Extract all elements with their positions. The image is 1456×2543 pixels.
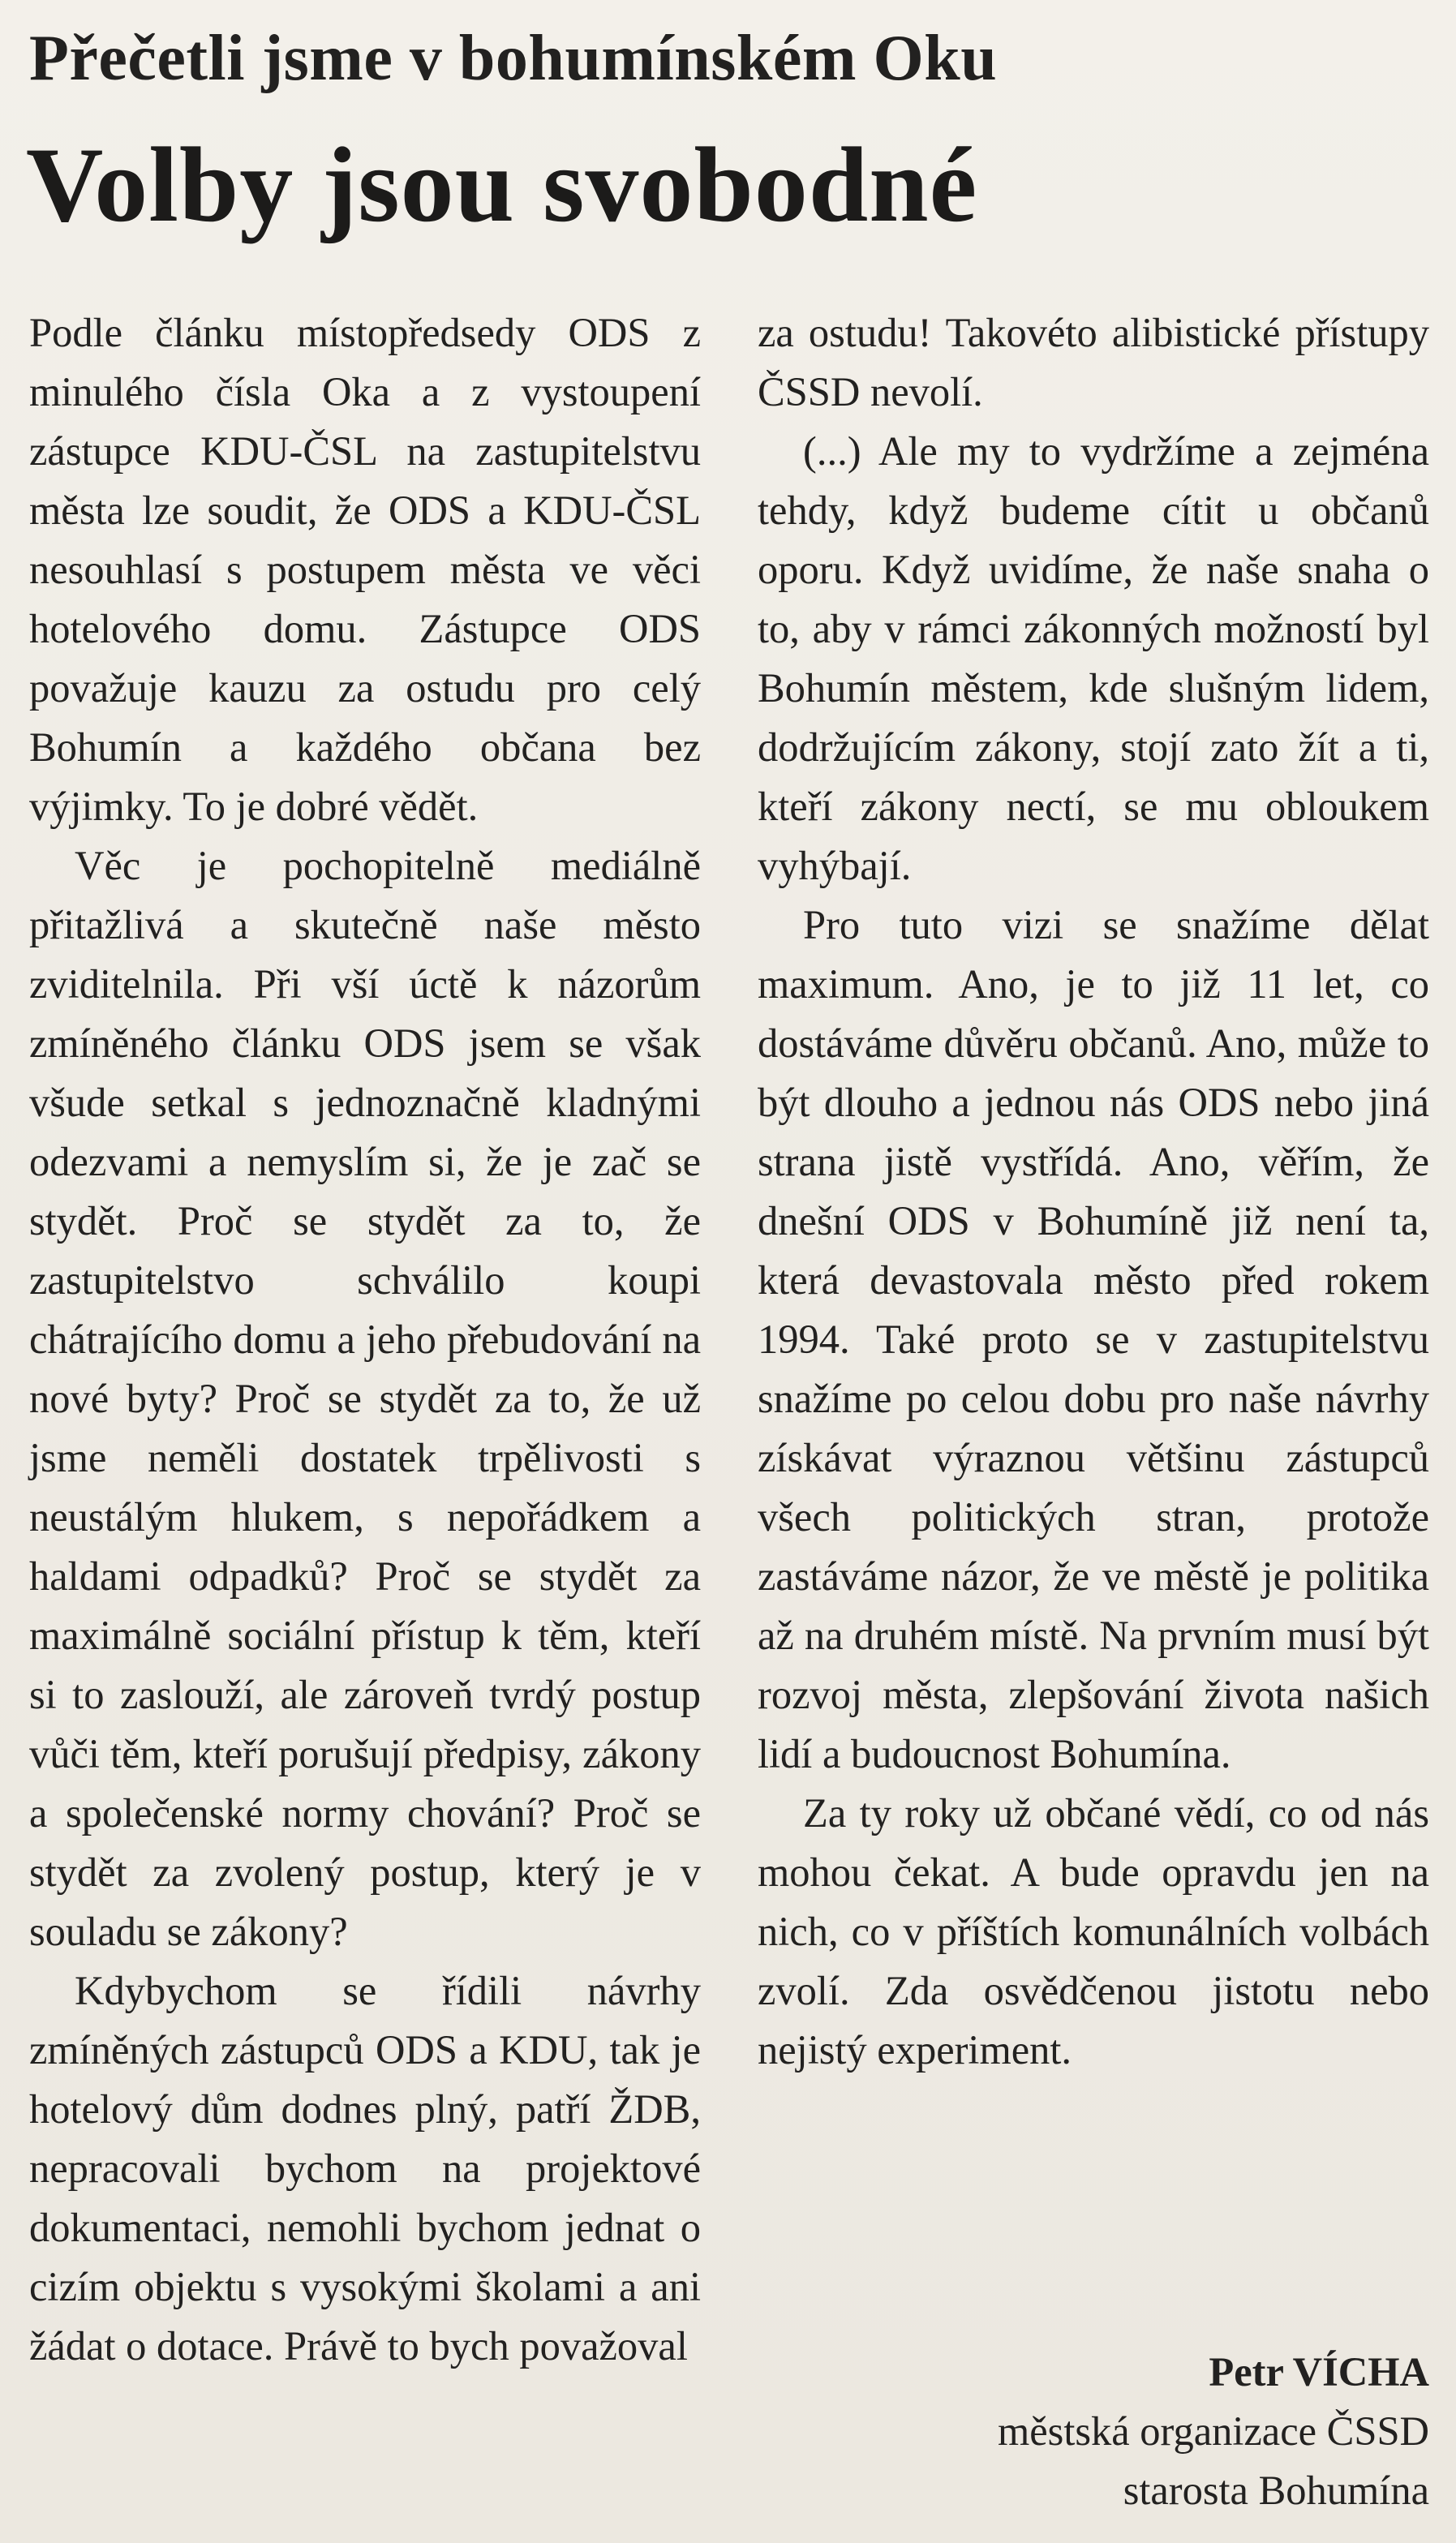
signature-title: starosta Bohumína: [1123, 2468, 1429, 2513]
paragraph: Za ty roky už občané vědí, co od nás mohou čekat. A bude opravdu jen na nich, co v příštích komunálních volbách zvolí. Zda osvědčenou jistotu nebo nejistý experiment.: [758, 1790, 1429, 2073]
article-column-left: [29, 303, 701, 2376]
article-signature: [758, 2343, 1429, 2520]
paragraph: Pro tuto vizi se snažíme dělat maximum. Ano, je to již 11 let, co dostáváme důvěru občanů. Ano, může to být dlouho a jednou nás ODS nebo jiná strana jistě vystřídá. Ano, věřím, že dnešní ODS v Bohumíně již není ta, která devastovala město před rokem 1994. Také proto se v zastupitelstvu snažíme po celou dobu pro naše návrhy získávat výraznou většinu zástupců všech politických stran, protože zastáváme názor, že ve městě je politika až na druhém místě. Na prvním musí být rozvoj města, zlepšování života našich lidí a budoucnost Bohumína.: [758, 902, 1429, 1776]
paragraph: (...) Ale my to vydržíme a zejména tehdy, když budeme cítit u občanů oporu. Když uvidíme, že naše snaha o to, aby v rámci zákonných možností byl Bohumín městem, kde slušným lidem, dodržujícím zákony, stojí zato žít a ti, kteří zákony nectí, se mu obloukem vyhýbají.: [758, 428, 1429, 888]
paragraph: za ostudu! Takovéto alibistické přístupy ČSSD nevolí.: [758, 310, 1429, 415]
paragraph: Podle článku místopředsedy ODS z minulého čísla Oka a z vystoupení zástupce KDU-ČSL na zastupitelstvu města lze soudit, že ODS a KDU-ČSL nesouhlasí s postupem města ve věci hotelového domu. Zástupce ODS považuje kauzu za ostudu pro celý Bohumín a každého občana bez výjimky. To je dobré vědět.: [29, 310, 701, 829]
paragraph: Věc je pochopitelně mediálně přitažlivá a skutečně naše město zviditelnila. Při vší úctě k názorům zmíněného článku ODS jsem se však všude setkal s jednoznačně kladnými odezvami a nemyslím si, že je zač se stydět. Proč se stydět za to, že zastupitelstvo schválilo koupi chátrajícího domu a jeho přebudování na nové byty? Proč se stydět za to, že už jsme neměli dostatek trpělivosti s neustálým hlukem, s nepořádkem a haldami odpadků? Proč se stydět za maximálně sociální přístup k těm, kteří si to zaslouží, ale zároveň tvrdý postup vůči těm, kteří porušují předpisy, zákony a společenské normy chování? Proč se stydět za zvolený postup, který je v souladu se zákony?: [29, 843, 701, 1954]
paragraph: Kdybychom se řídili návrhy zmíněných zástupců ODS a KDU, tak je hotelový dům dodnes plný, patří ŽDB, nepracovali bychom na projektové dokumentaci, nemohli bychom jednat o cizím objektu s vysokými školami a ani žádat o dotace. Právě to bych považoval: [29, 1968, 701, 2369]
article-kicker: Přečetli jsme v bohumínském Oku: [29, 23, 998, 94]
signature-author: Petr VÍCHA: [1209, 2349, 1429, 2395]
signature-organization: městská organizace ČSSD: [997, 2408, 1429, 2454]
article-headline: Volby jsou svobodné: [26, 125, 978, 244]
article-column-right: [758, 303, 1429, 2080]
